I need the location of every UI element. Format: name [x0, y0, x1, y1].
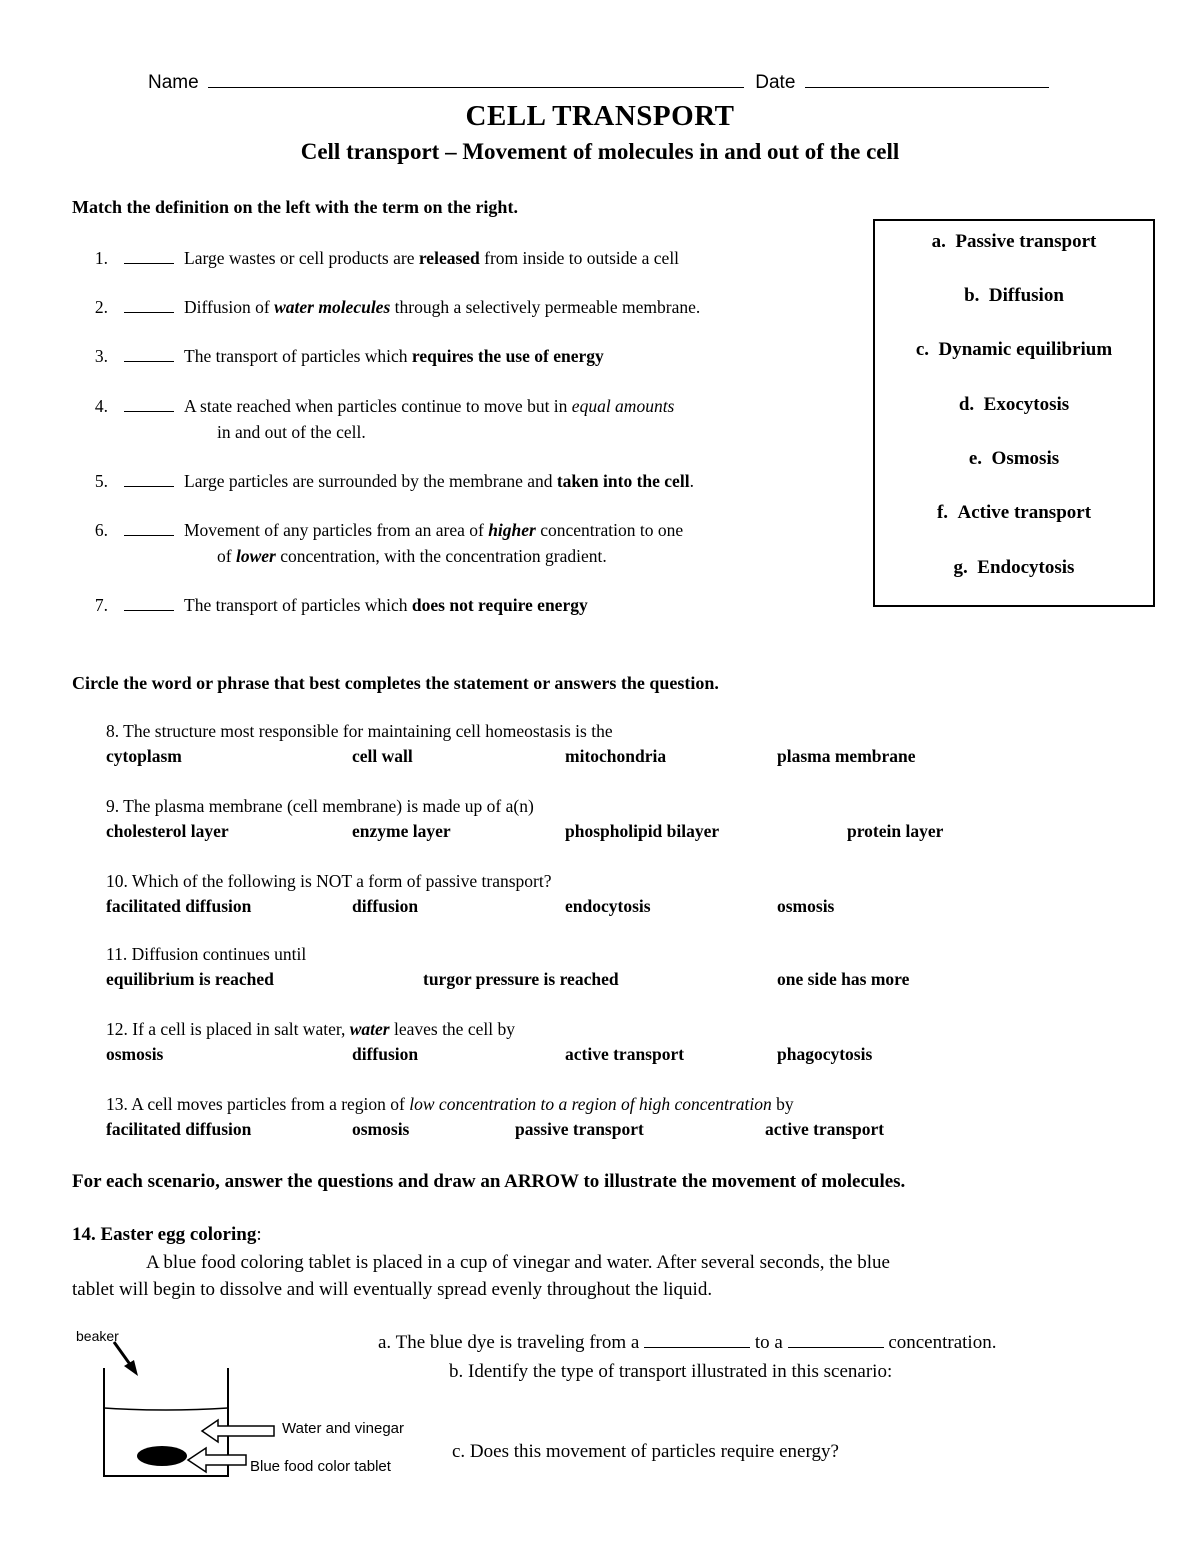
q9-option-b[interactable]: enzyme layer — [352, 821, 451, 841]
q11-option-a[interactable]: equilibrium is reached — [106, 969, 274, 989]
answer-blank-7[interactable] — [124, 610, 174, 611]
q14c: c. Does this movement of particles require energy? — [452, 1441, 839, 1462]
q10-option-c[interactable]: endocytosis — [565, 896, 651, 916]
term-d: d. Exocytosis — [958, 394, 1070, 415]
water-vinegar-label: Water and vinegar — [282, 1420, 405, 1437]
liquid-line — [104, 1408, 228, 1410]
q9-option-d[interactable]: protein layer — [847, 821, 944, 841]
q8-option-d[interactable]: plasma membrane — [777, 746, 916, 766]
q14b: b. Identify the type of transport illustrated in this scenario: — [449, 1361, 893, 1382]
answer-blank-2[interactable] — [124, 312, 174, 313]
water-pointer-arrow — [202, 1420, 274, 1442]
q11-option-b[interactable]: turgor pressure is reached — [423, 969, 619, 989]
q14a-blank-1[interactable] — [644, 1347, 750, 1348]
page-title: CELL TRANSPORT — [465, 100, 735, 132]
question-9-stem: 9. The plasma membrane (cell membrane) is made up of a(n) — [106, 796, 534, 816]
matching-instruction: Match the definition on the left with the term on the right. — [72, 197, 518, 217]
term-e: e. Osmosis — [968, 448, 1060, 469]
q10-option-d[interactable]: osmosis — [777, 896, 835, 916]
answer-blank-3[interactable] — [124, 361, 174, 362]
page-subtitle: Cell transport – Movement of molecules in and out of the cell — [300, 139, 900, 164]
date-field[interactable] — [805, 87, 1049, 88]
q13-option-b[interactable]: osmosis — [352, 1119, 410, 1139]
term-c: c. Dynamic equilibrium — [915, 339, 1113, 360]
date-label: Date — [755, 72, 796, 93]
matching-question-2: 2. Diffusion of water molecules through a selectively permeable membrane. — [94, 297, 701, 317]
name-field[interactable] — [208, 87, 744, 88]
q12-option-b[interactable]: diffusion — [352, 1044, 419, 1064]
q9-option-a[interactable]: cholesterol layer — [106, 821, 229, 841]
matching-question-5: 5. Large particles are surrounded by the membrane and taken into the cell. — [94, 471, 694, 491]
q13-option-c[interactable]: passive transport — [515, 1119, 644, 1139]
answer-blank-4[interactable] — [124, 411, 174, 412]
q14a: a. The blue dye is traveling from a to a concentration. — [378, 1332, 997, 1353]
term-a: a. Passive transport — [931, 231, 1097, 252]
q8-option-b[interactable]: cell wall — [352, 746, 413, 766]
q10-option-a[interactable]: facilitated diffusion — [106, 896, 252, 916]
q8-option-a[interactable]: cytoplasm — [106, 746, 182, 766]
q8-option-c[interactable]: mitochondria — [565, 746, 667, 766]
tablet-label: Blue food color tablet — [250, 1458, 391, 1475]
q13-option-d[interactable]: active transport — [765, 1119, 885, 1139]
q12-option-d[interactable]: phagocytosis — [777, 1044, 873, 1064]
matching-question-4-continued: in and out of the cell. — [217, 422, 366, 442]
question-13-stem: 13. A cell moves particles from a region of low concentration to a region of high concentration by — [106, 1094, 794, 1114]
q9-option-c[interactable]: phospholipid bilayer — [565, 821, 720, 841]
q14-heading: 14. Easter egg coloring: — [72, 1224, 262, 1245]
beaker-arrow — [114, 1342, 138, 1376]
answer-blank-5[interactable] — [124, 486, 174, 487]
q10-option-b[interactable]: diffusion — [352, 896, 419, 916]
question-12-stem: 12. If a cell is placed in salt water, water leaves the cell by — [106, 1019, 515, 1039]
tablet-shape — [137, 1446, 187, 1466]
q14-text-line-2: tablet will begin to dissolve and will eventually spread evenly throughout the liquid. — [72, 1279, 713, 1300]
answer-blank-6[interactable] — [124, 535, 174, 536]
terms-box — [873, 219, 1155, 607]
question-8-stem: 8. The structure most responsible for maintaining cell homeostasis is the — [106, 721, 613, 741]
q13-option-a[interactable]: facilitated diffusion — [106, 1119, 252, 1139]
multiple-choice-instruction: Circle the word or phrase that best completes the statement or answers the question. — [72, 673, 719, 693]
name-label: Name — [148, 72, 199, 93]
q12-option-a[interactable]: osmosis — [106, 1044, 164, 1064]
matching-question-6-continued: of lower concentration, with the concentration gradient. — [217, 546, 607, 566]
term-g: g. Endocytosis — [953, 557, 1075, 578]
matching-question-7: 7. The transport of particles which does not require energy — [94, 595, 588, 615]
matching-question-4: 4. A state reached when particles continue to move but in equal amounts — [94, 396, 675, 416]
matching-question-3: 3. The transport of particles which requires the use of energy — [94, 346, 604, 366]
question-10-stem: 10. Which of the following is NOT a form of passive transport? — [106, 871, 552, 891]
q14-text-line-1: A blue food coloring tablet is placed in a cup of vinegar and water. After several seconds, the blue — [146, 1252, 890, 1273]
term-f: f. Active transport — [936, 502, 1092, 523]
beaker-label: beaker — [76, 1328, 119, 1344]
tablet-pointer-arrow — [188, 1448, 246, 1472]
term-b: b. Diffusion — [964, 285, 1064, 306]
scenario-instruction: For each scenario, answer the questions and draw an ARROW to illustrate the movement of molecules. — [72, 1171, 906, 1192]
question-11-stem: 11. Diffusion continues until — [106, 944, 307, 964]
q12-option-c[interactable]: active transport — [565, 1044, 685, 1064]
q14a-blank-2[interactable] — [788, 1347, 884, 1348]
answer-blank-1[interactable] — [124, 263, 174, 264]
matching-question-6: 6. Movement of any particles from an area of higher concentration to one — [94, 520, 684, 540]
matching-question-1: 1. Large wastes or cell products are released from inside to outside a cell — [94, 248, 680, 268]
header-row — [148, 72, 1049, 94]
q11-option-c[interactable]: one side has more — [777, 969, 910, 989]
